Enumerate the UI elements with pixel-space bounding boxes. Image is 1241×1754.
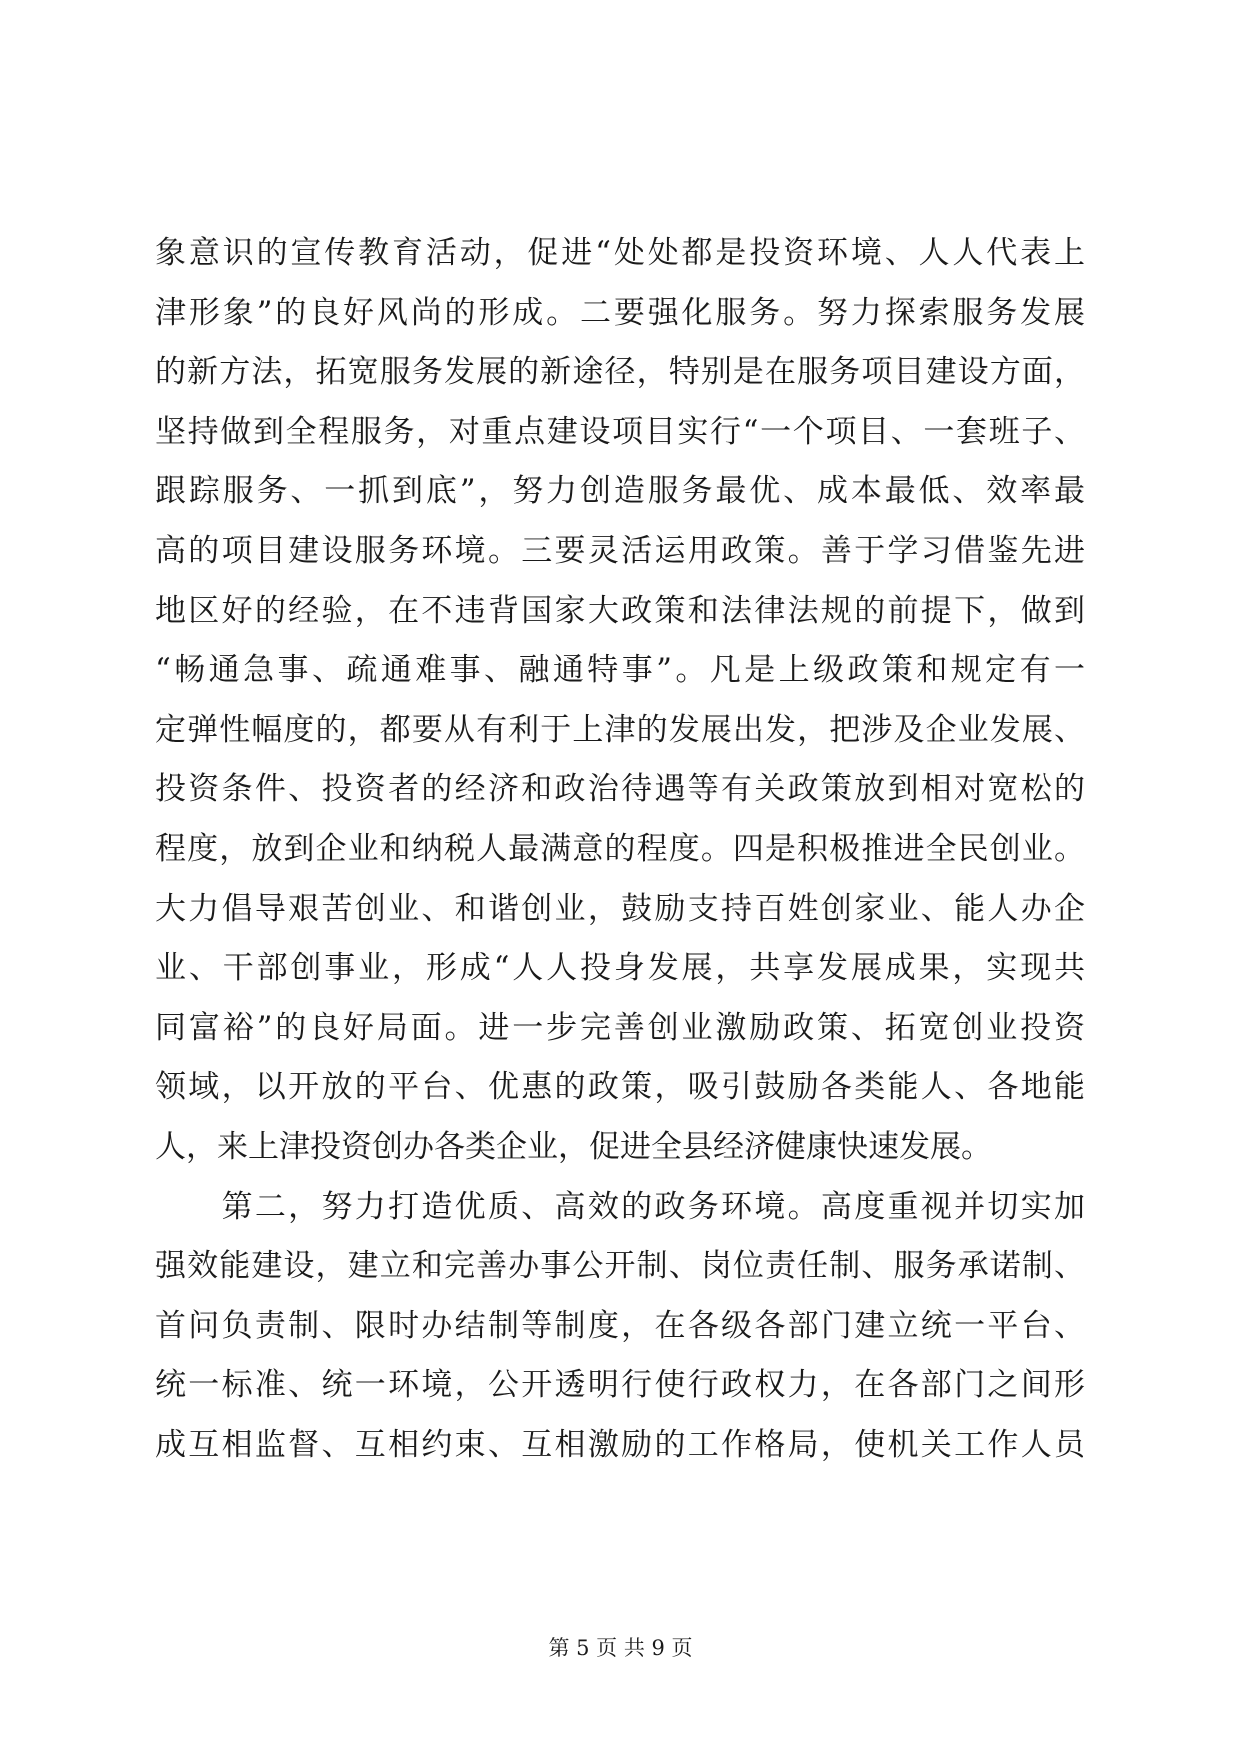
text-line: 人，来上津投资创办各类企业，促进全县经济健康快速发展。 [155,1128,992,1165]
text-line: 大力倡导艰苦创业、和谐创业，鼓励支持百姓创家业、能人办企 [155,890,1085,927]
text-line: 同富裕”的良好局面。进一步完善创业激励政策、拓宽创业投资 [155,1009,1085,1046]
text-line: 成互相监督、互相约束、互相激励的工作格局，使机关工作人员 [155,1426,1085,1463]
text-line: 强效能建设，建立和完善办事公开制、岗位责任制、服务承诺制、 [155,1248,1085,1285]
text-line: 定弹性幅度的，都要从有利于上津的发展出发，把涉及企业发展、 [155,711,1085,748]
text-line: 首问负责制、限时办结制等制度，在各级各部门建立统一平台、 [155,1307,1085,1344]
text-line: 的新方法，拓宽服务发展的新途径，特别是在服务项目建设方面， [155,354,1085,391]
text-line: 津形象”的良好风尚的形成。二要强化服务。努力探索服务发展 [155,294,1085,331]
text-line: 领域，以开放的平台、优惠的政策，吸引鼓励各类能人、各地能 [155,1069,1085,1106]
text-line: 跟踪服务、一抓到底”，努力创造服务最优、成本最低、效率最 [155,473,1085,510]
document-body [155,224,1085,1475]
text-line: 程度，放到企业和纳税人最满意的程度。四是积极推进全民创业。 [155,830,1085,867]
page-number: 第 5 页 共 9 页 [548,1636,693,1660]
text-line: 统一标准、统一环境，公开透明行使行政权力，在各部门之间形 [155,1367,1085,1404]
text-line: 坚持做到全程服务，对重点建设项目实行“一个项目、一套班子、 [155,413,1085,450]
text-line: 第二，努力打造优质、高效的政务环境。高度重视并切实加 [155,1188,1085,1225]
text-line: 地区好的经验，在不违背国家大政策和法律法规的前提下，做到 [155,592,1085,629]
text-line: 高的项目建设服务环境。三要灵活运用政策。善于学习借鉴先进 [155,532,1085,569]
text-line: 象意识的宣传教育活动，促进“处处都是投资环境、人人代表上 [155,235,1085,271]
text-line: 投资条件、投资者的经济和政治待遇等有关政策放到相对宽松的 [155,771,1085,808]
text-line: “畅通急事、疏通难事、融通特事”。凡是上级政策和规定有一 [155,652,1085,689]
text-line: 业、干部创事业，形成“人人投身发展，共享发展成果，实现共 [155,950,1085,987]
